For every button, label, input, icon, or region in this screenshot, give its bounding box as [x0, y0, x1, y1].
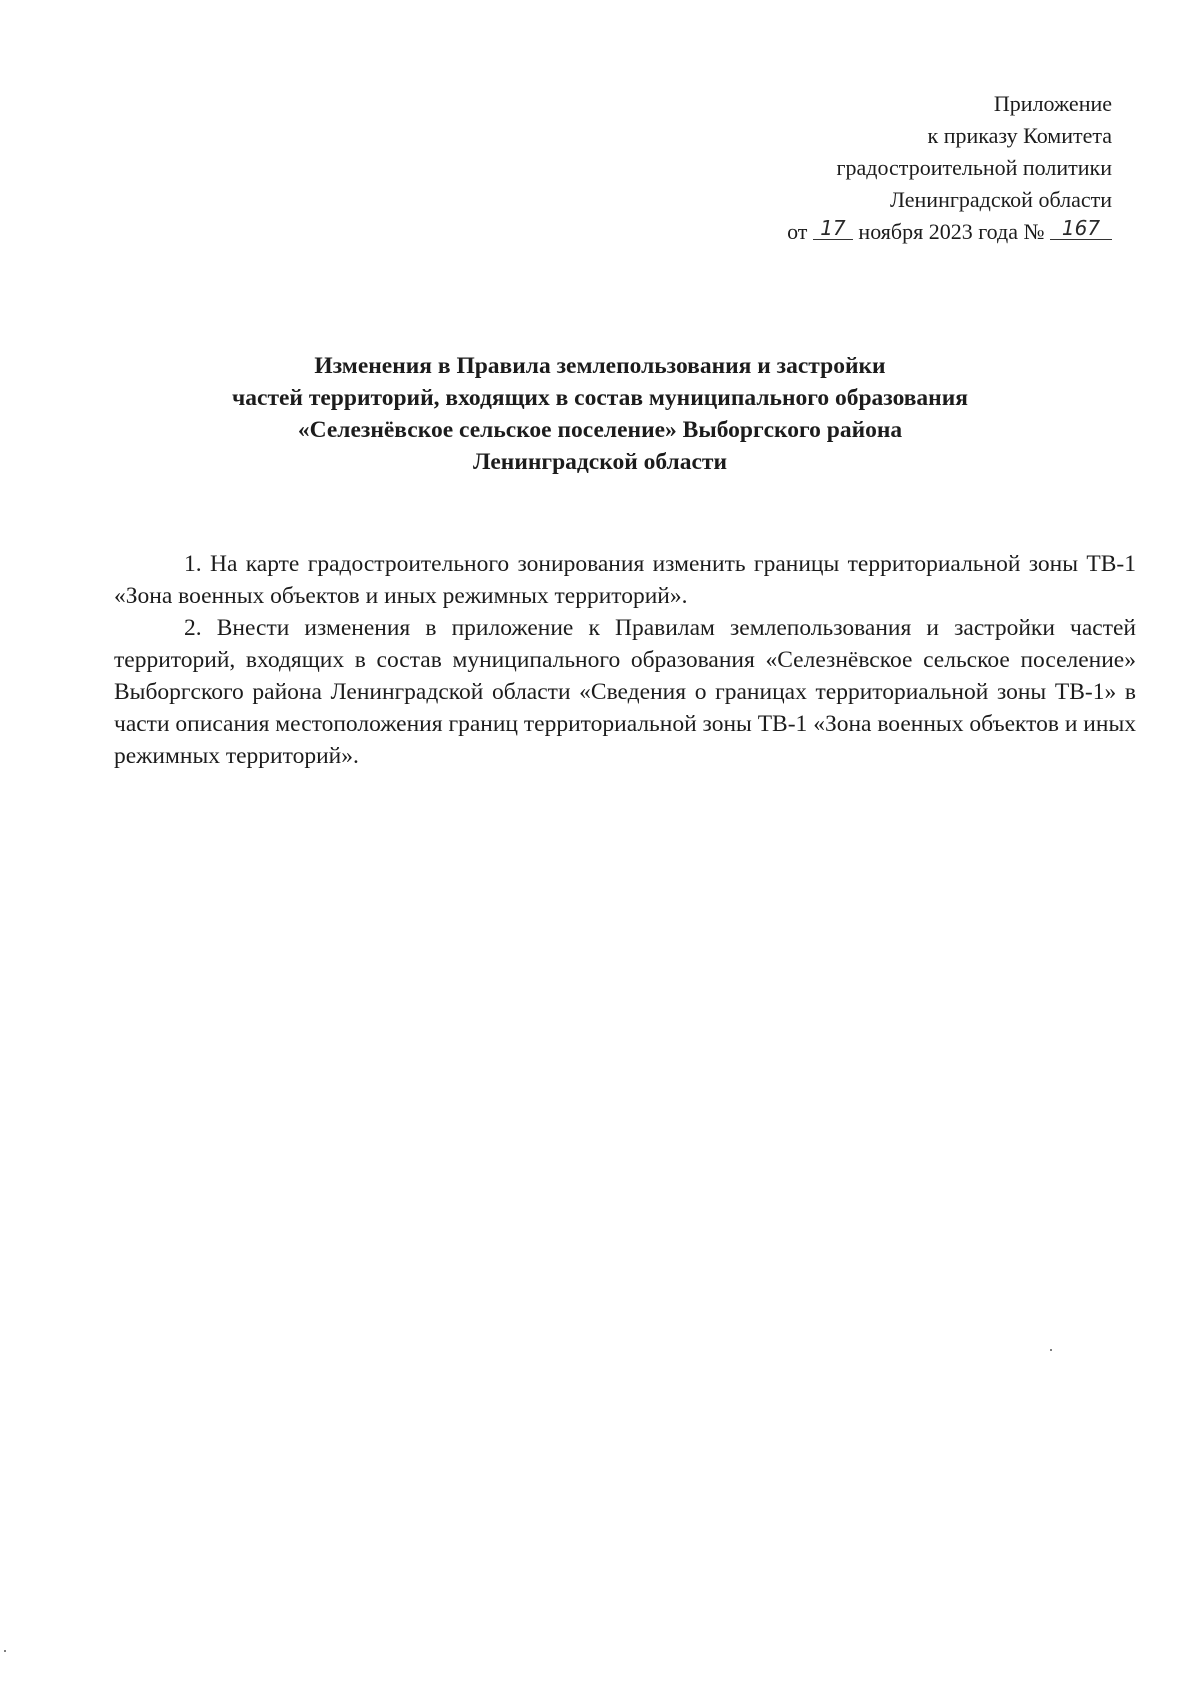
scan-speck — [1050, 1349, 1052, 1351]
annex-header — [552, 88, 1112, 248]
title-line-4: Ленинградской области — [473, 449, 727, 475]
handwritten-day: 17 — [813, 217, 853, 240]
paragraph-2: 2. Внести изменения в приложение к Правилам землепользования и застройки частей территорий, входящих в состав муниципального образования «Селезнёвское сельское поселение» Выборгского района Ленинградской области «Сведения о границах территориальной зоны ТВ-1» в части описания местоположения границ территориальной зоны ТВ-1 «Зона военных объектов и иных режимных территорий». — [114, 615, 1136, 769]
annex-line-1: Приложение — [993, 91, 1112, 116]
handwritten-order-number: 167 — [1050, 217, 1112, 240]
document-title — [110, 350, 1090, 478]
document-body — [114, 548, 1136, 772]
annex-date-prefix: от — [787, 219, 808, 244]
scan-speck — [4, 1650, 6, 1652]
paragraph-1: 1. На карте градостроительного зонирования изменить границы территориальной зоны ТВ-1 «Зона военных объектов и иных режимных территорий». — [114, 551, 1136, 609]
annex-line-4: Ленинградской области — [890, 187, 1112, 212]
annex-line-2: к приказу Комитета — [927, 123, 1112, 148]
annex-date-middle: ноября 2023 года № — [858, 219, 1045, 244]
title-line-3: «Селезнёвское сельское поселение» Выборгского района — [297, 417, 903, 443]
title-line-2: частей территорий, входящих в состав муниципального образования — [232, 385, 968, 411]
title-line-1: Изменения в Правила землепользования и застройки — [314, 353, 886, 379]
annex-date-line — [552, 216, 1112, 248]
annex-line-3: градостроительной политики — [836, 155, 1112, 180]
